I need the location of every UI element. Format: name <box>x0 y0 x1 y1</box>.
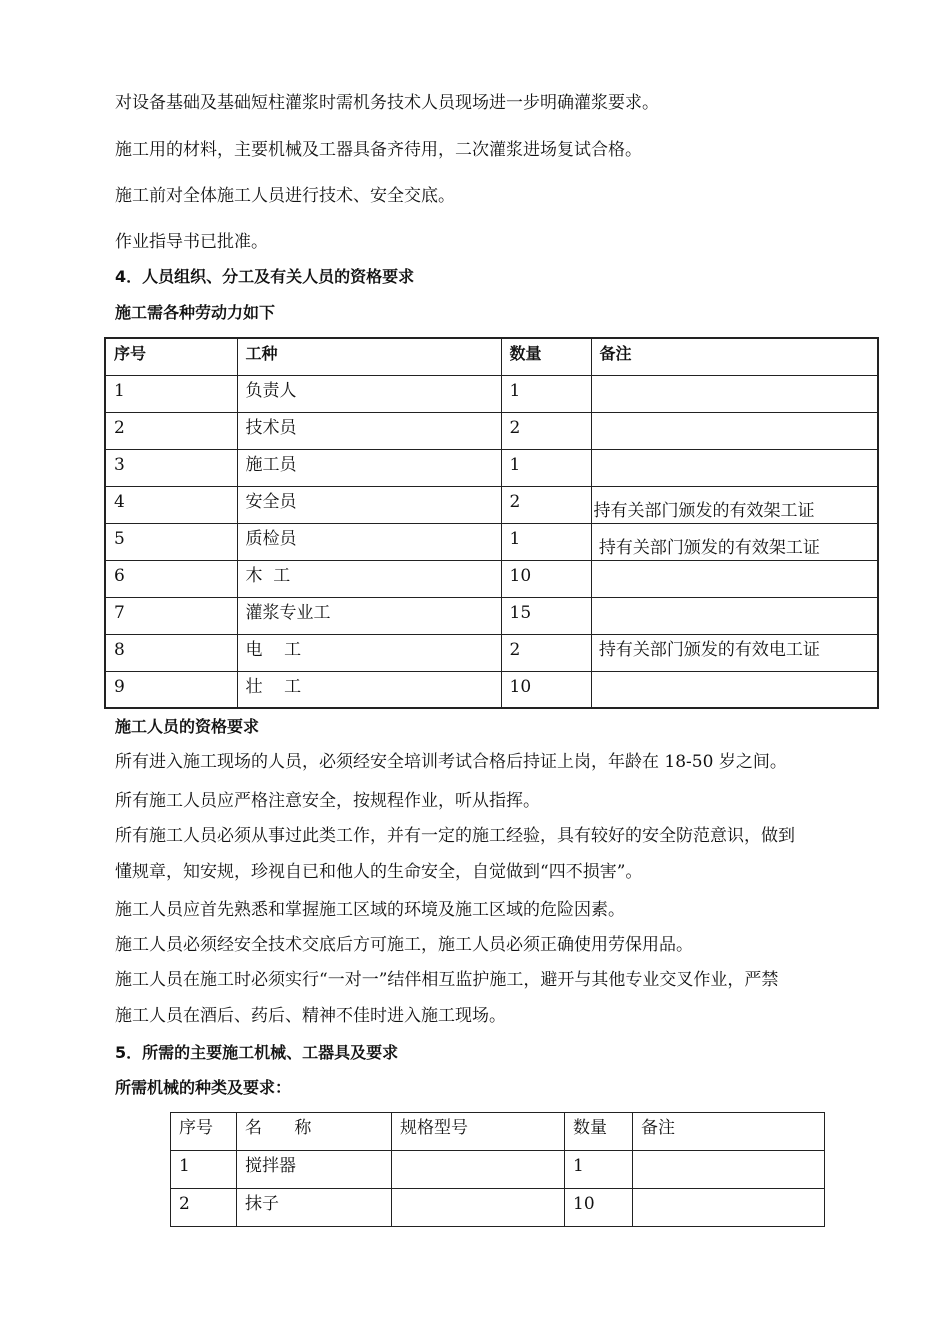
table-row <box>171 1189 825 1227</box>
paragraph: 施工前对全体施工人员进行技术、安全交底。 <box>115 186 455 206</box>
table-cell: 15 <box>501 597 591 634</box>
table-cell: 1 <box>501 375 591 412</box>
table-header-row <box>105 338 878 375</box>
paragraph: 施工人员在施工时必须实行“一对一”结伴相互监护施工，避开与其他专业交叉作业，严禁 <box>115 970 779 990</box>
paragraph: 施工人员必须经安全技术交底后方可施工，施工人员必须正确使用劳保用品。 <box>115 935 693 955</box>
table-cell: 1 <box>565 1151 633 1189</box>
header-cell: 备注 <box>633 1113 825 1151</box>
table-cell: 搅拌器 <box>237 1151 392 1189</box>
table-cell: 技术员 <box>237 412 501 449</box>
table-cell: 1 <box>171 1151 237 1189</box>
table-cell <box>591 671 878 708</box>
table-cell: 安全员 <box>237 486 501 523</box>
header-cell: 工种 <box>237 338 501 375</box>
table-cell: 4 <box>105 486 237 523</box>
table-cell: 1 <box>105 375 237 412</box>
table-cell: 施工员 <box>237 449 501 486</box>
table-caption: 所需机械的种类及要求： <box>115 1078 292 1097</box>
table-cell <box>591 597 878 634</box>
table-cell <box>633 1151 825 1189</box>
header-cell: 规格型号 <box>392 1113 565 1151</box>
table-cell: 木 工 <box>237 560 501 597</box>
table-cell: 8 <box>105 634 237 671</box>
table-cell: 2 <box>501 634 591 671</box>
table-cell: 9 <box>105 671 237 708</box>
table-cell: 7 <box>105 597 237 634</box>
header-cell: 名 称 <box>237 1113 392 1151</box>
section-heading: 4．人员组织、分工及有关人员的资格要求 <box>115 267 415 286</box>
table-cell: 电 工 <box>237 634 501 671</box>
paragraph: 施工用的材料，主要机械及工器具备齐待用，二次灌浆进场复试合格。 <box>115 140 642 160</box>
table-row <box>105 375 878 412</box>
table-cell: 2 <box>105 412 237 449</box>
table-row <box>105 560 878 597</box>
table-cell: 1 <box>501 523 591 560</box>
table-cell: 2 <box>501 412 591 449</box>
table-cell <box>392 1189 565 1227</box>
header-cell: 备注 <box>591 338 878 375</box>
table-cell: 5 <box>105 523 237 560</box>
table-cell: 6 <box>105 560 237 597</box>
table-cell: 10 <box>501 560 591 597</box>
table-cell: 持有关部门颁发的有效架工证 <box>591 486 878 523</box>
table-cell <box>591 560 878 597</box>
table-cell: 负责人 <box>237 375 501 412</box>
table-cell: 灌浆专业工 <box>237 597 501 634</box>
table-cell: 抹子 <box>237 1189 392 1227</box>
table-cell: 壮 工 <box>237 671 501 708</box>
paragraph: 所有进入施工现场的人员，必须经安全培训考试合格后持证上岗，年龄在 18-50 岁之间。 <box>115 752 787 772</box>
table-row <box>105 597 878 634</box>
paragraph: 对设备基础及基础短柱灌浆时需机务技术人员现场进一步明确灌浆要求。 <box>115 93 659 113</box>
table-cell: 持有关部门颁发的有效架工证 <box>591 523 878 560</box>
table-row <box>105 449 878 486</box>
paragraph: 懂规章，知安规，珍视自已和他人的生命安全，自觉做到“四不损害”。 <box>115 862 643 882</box>
table-cell: 10 <box>501 671 591 708</box>
table-cell: 2 <box>171 1189 237 1227</box>
table-cell <box>591 375 878 412</box>
table-row <box>105 523 878 560</box>
section-heading: 5．所需的主要施工机械、工器具及要求 <box>115 1043 399 1062</box>
paragraph: 施工人员应首先熟悉和掌握施工区域的环境及施工区域的危险因素。 <box>115 900 625 920</box>
paragraph: 所有施工人员必须从事过此类工作，并有一定的施工经验，具有较好的安全防范意识，做到 <box>115 826 795 846</box>
paragraph: 施工人员在酒后、药后、精神不佳时进入施工现场。 <box>115 1006 506 1026</box>
table-cell <box>591 449 878 486</box>
table-cell: 10 <box>565 1189 633 1227</box>
header-cell: 序号 <box>171 1113 237 1151</box>
header-cell: 数量 <box>501 338 591 375</box>
subsection-heading: 施工人员的资格要求 <box>115 717 260 736</box>
table-header-row <box>171 1113 825 1151</box>
table-row <box>105 412 878 449</box>
table-cell <box>392 1151 565 1189</box>
table-cell: 2 <box>501 486 591 523</box>
header-cell: 数量 <box>565 1113 633 1151</box>
table-row <box>105 671 878 708</box>
paragraph: 作业指导书已批准。 <box>115 232 268 252</box>
table-cell: 质检员 <box>237 523 501 560</box>
paragraph: 所有施工人员应严格注意安全，按规程作业，听从指挥。 <box>115 791 540 811</box>
table-row <box>105 486 878 523</box>
labor-table <box>104 337 879 709</box>
table-cell: 3 <box>105 449 237 486</box>
header-cell: 序号 <box>105 338 237 375</box>
table-cell <box>591 412 878 449</box>
table-caption: 施工需各种劳动力如下 <box>115 303 276 322</box>
machinery-table <box>170 1112 825 1227</box>
table-cell: 1 <box>501 449 591 486</box>
table-cell <box>633 1189 825 1227</box>
table-cell: 持有关部门颁发的有效电工证 <box>591 634 878 671</box>
table-row <box>171 1151 825 1189</box>
table-row <box>105 634 878 671</box>
